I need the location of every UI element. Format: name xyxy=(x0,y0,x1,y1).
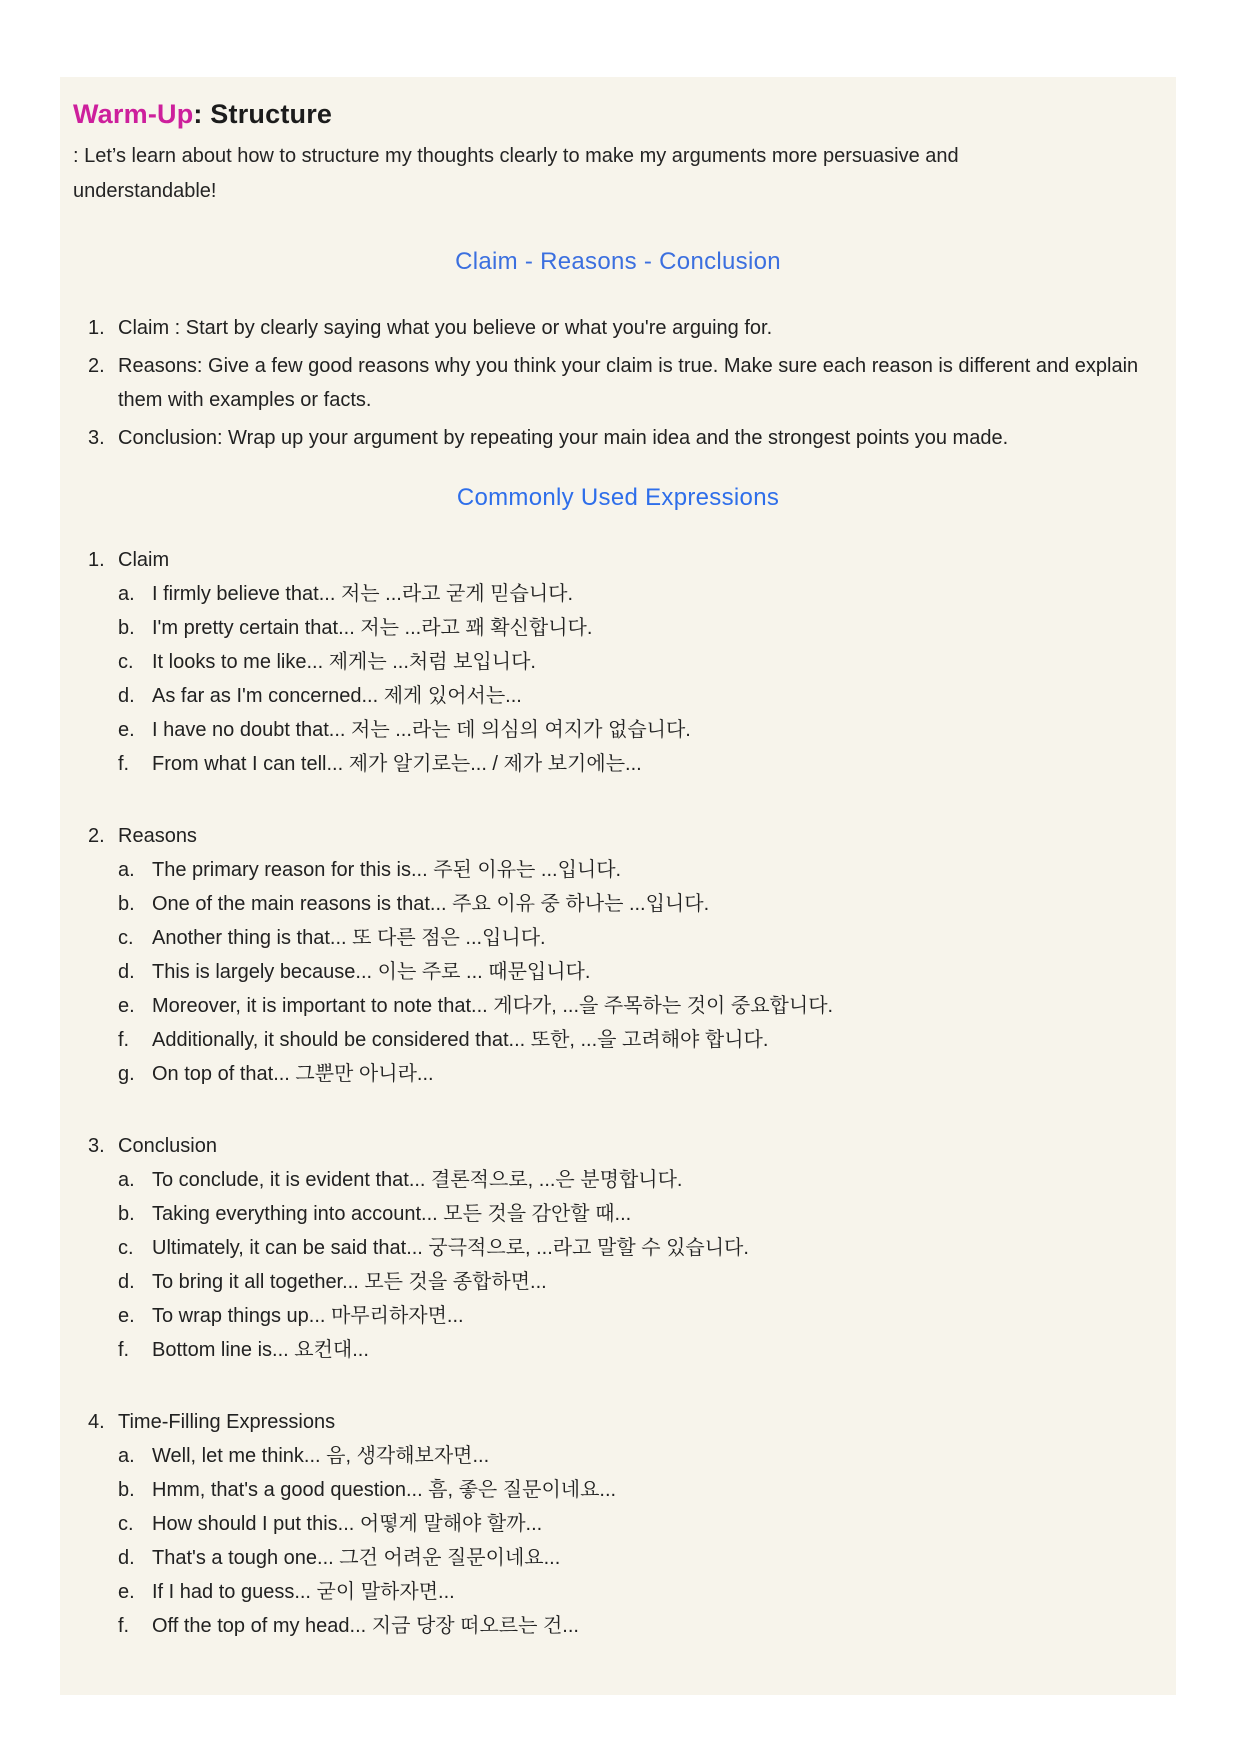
list-text: How should I put this... 어떻게 말해야 할까... xyxy=(152,1513,543,1535)
list-marker: d. xyxy=(118,1547,135,1569)
list-marker: e. xyxy=(118,995,135,1017)
list-text: Claim xyxy=(118,549,170,571)
list-marker: 3. xyxy=(88,1135,105,1157)
expression-item xyxy=(118,1575,1146,1609)
expression-item xyxy=(118,1333,1146,1367)
page-title xyxy=(73,97,1146,131)
expression-item xyxy=(118,645,1146,679)
list-text: Conclusion xyxy=(118,1135,217,1157)
list-marker: 4. xyxy=(88,1411,105,1433)
list-marker: e. xyxy=(118,1305,135,1327)
list-marker: c. xyxy=(118,1237,134,1259)
structure-list-item xyxy=(88,421,1146,455)
list-text: Well, let me think... 음, 생각해보자면... xyxy=(152,1445,490,1467)
subtitle-text: : Let’s learn about how to structure my thoughts clearly to make my arguments more persuasive and understandable! xyxy=(73,145,959,202)
list-marker: a. xyxy=(118,859,135,881)
list-text: It looks to me like... 제게는 ...처럼 보입니다. xyxy=(152,651,536,673)
list-text: Another thing is that... 또 다른 점은 ...입니다. xyxy=(152,927,546,949)
expression-item xyxy=(118,577,1146,611)
list-text: From what I can tell... 제가 알기로는... / 제가 보기에는... xyxy=(152,753,642,775)
list-marker: c. xyxy=(118,1513,134,1535)
list-text: On top of that... 그뿐만 아니라... xyxy=(152,1063,434,1085)
list-marker: 1. xyxy=(88,549,105,571)
expression-item xyxy=(118,1439,1146,1473)
list-text: To wrap things up... 마무리하자면... xyxy=(152,1305,464,1327)
list-text: To bring it all together... 모든 것을 종합하면... xyxy=(152,1271,547,1293)
expression-item xyxy=(118,1163,1146,1197)
expression-item xyxy=(118,1507,1146,1541)
expression-group xyxy=(88,543,1146,781)
list-marker: 3. xyxy=(88,427,105,449)
list-text: To conclude, it is evident that... 결론적으로, ...은 분명합니다. xyxy=(152,1169,683,1191)
list-marker: e. xyxy=(118,719,135,741)
list-marker: d. xyxy=(118,685,135,707)
list-marker: b. xyxy=(118,893,135,915)
list-text: If I had to guess... 굳이 말하자면... xyxy=(152,1581,455,1603)
list-marker: a. xyxy=(118,1445,135,1467)
expression-item xyxy=(118,1231,1146,1265)
list-text: Conclusion: Wrap up your argument by repeating your main idea and the strongest points you made. xyxy=(118,427,1009,449)
list-text: Claim : Start by clearly saying what you believe or what you're arguing for. xyxy=(118,317,773,339)
list-marker: a. xyxy=(118,1169,135,1191)
structure-list xyxy=(88,311,1146,455)
list-marker: f. xyxy=(118,1029,130,1051)
expression-group xyxy=(88,819,1146,1091)
list-text: I'm pretty certain that... 저는 ...라고 꽤 확신합니다. xyxy=(152,617,593,639)
expression-item xyxy=(118,679,1146,713)
list-marker: 1. xyxy=(88,317,105,339)
list-text: That's a tough one... 그건 어려운 질문이네요... xyxy=(152,1547,561,1569)
list-marker: c. xyxy=(118,927,134,949)
expression-item xyxy=(118,611,1146,645)
title-rest: : Structure xyxy=(193,99,333,129)
list-text: Ultimately, it can be said that... 궁극적으로, ...라고 말할 수 있습니다. xyxy=(152,1237,749,1259)
expression-item xyxy=(118,1473,1146,1507)
heading-commonly-used-expressions: Commonly Used Expressions xyxy=(456,484,780,511)
list-text: Time-Filling Expressions xyxy=(118,1411,336,1433)
list-marker: f. xyxy=(118,1615,130,1637)
expression-item xyxy=(118,955,1146,989)
list-marker: d. xyxy=(118,961,135,983)
list-marker: f. xyxy=(118,1339,130,1361)
expression-group xyxy=(88,1129,1146,1367)
structure-list-item xyxy=(88,311,1146,345)
list-text: This is largely because... 이는 주로 ... 때문입니다. xyxy=(152,961,591,983)
list-text: One of the main reasons is that... 주요 이유 중 하나는 ...입니다. xyxy=(152,893,710,915)
list-marker: 2. xyxy=(88,355,105,377)
list-marker: b. xyxy=(118,1203,135,1225)
list-marker: e. xyxy=(118,1581,135,1603)
list-text: Hmm, that's a good question... 흠, 좋은 질문이네요... xyxy=(152,1479,617,1501)
expression-group xyxy=(88,1405,1146,1643)
expression-group-label xyxy=(88,819,1146,853)
expression-groups xyxy=(88,543,1146,1643)
expression-group-label xyxy=(88,1405,1146,1439)
content-panel xyxy=(60,77,1176,1695)
list-text: I firmly believe that... 저는 ...라고 굳게 믿습니다. xyxy=(152,583,574,605)
list-text: Bottom line is... 요컨대... xyxy=(152,1339,369,1361)
list-text: Off the top of my head... 지금 당장 떠오르는 건... xyxy=(152,1615,579,1637)
list-text: Moreover, it is important to note that... 게다가, ...을 주목하는 것이 중요합니다. xyxy=(152,995,834,1017)
list-marker: g. xyxy=(118,1063,135,1085)
list-text: I have no doubt that... 저는 ...라는 데 의심의 여지가 없습니다. xyxy=(152,719,691,741)
structure-list-item xyxy=(88,349,1146,417)
expression-item xyxy=(118,747,1146,781)
expression-item xyxy=(118,989,1146,1023)
list-marker: 2. xyxy=(88,825,105,847)
expression-item xyxy=(118,1609,1146,1643)
list-text: As far as I'm concerned... 제게 있어서는... xyxy=(152,685,522,707)
list-text: The primary reason for this is... 주된 이유는 ...입니다. xyxy=(152,859,622,881)
expression-item xyxy=(118,1299,1146,1333)
expression-group-label xyxy=(88,543,1146,577)
list-marker: a. xyxy=(118,583,135,605)
expression-item xyxy=(118,853,1146,887)
expression-item xyxy=(118,1197,1146,1231)
title-highlight: Warm-Up xyxy=(73,99,194,129)
expression-item xyxy=(118,1023,1146,1057)
expression-item xyxy=(118,1057,1146,1091)
list-marker: d. xyxy=(118,1271,135,1293)
expression-item xyxy=(118,921,1146,955)
list-marker: b. xyxy=(118,1479,135,1501)
list-text: Additionally, it should be considered that... 또한, ...을 고려해야 합니다. xyxy=(152,1029,769,1051)
list-text: Taking everything into account... 모든 것을 감안할 때... xyxy=(152,1203,632,1225)
list-marker: b. xyxy=(118,617,135,639)
list-text: Reasons: Give a few good reasons why you think your claim is true. Make sure each reason is different and explain them with examples or facts. xyxy=(118,355,1139,411)
heading-claim-reasons-conclusion: Claim - Reasons - Conclusion xyxy=(455,248,781,275)
list-marker: c. xyxy=(118,651,134,673)
list-text: Reasons xyxy=(118,825,197,847)
expression-item xyxy=(118,1541,1146,1575)
expression-item xyxy=(118,1265,1146,1299)
expression-item xyxy=(118,887,1146,921)
expression-item xyxy=(118,713,1146,747)
list-marker: f. xyxy=(118,753,130,775)
expression-group-label xyxy=(88,1129,1146,1163)
